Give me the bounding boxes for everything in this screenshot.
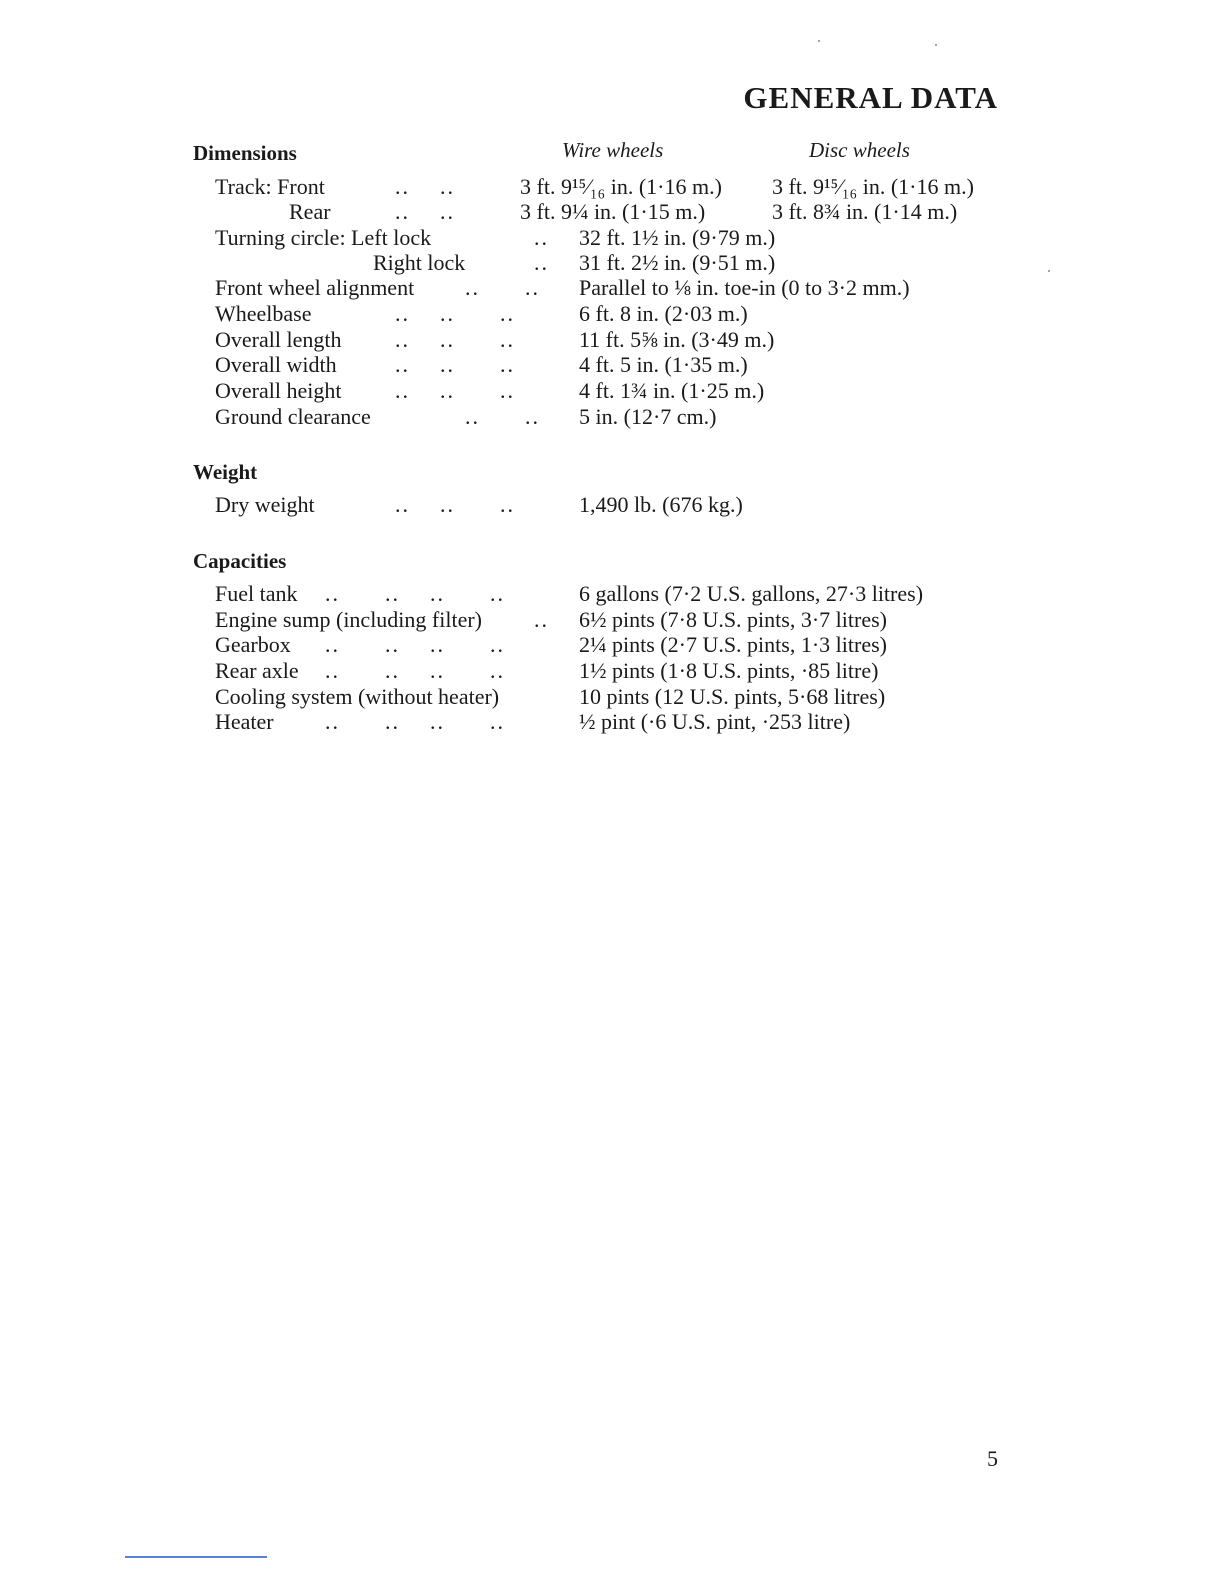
spec-value: 6 ft. 8 in. (2·03 m.) bbox=[579, 301, 748, 326]
spec-value-wire: 3 ft. 9¹⁵⁄₁₆ in. (1·16 m.) bbox=[520, 174, 722, 199]
spec-value: 6 gallons (7·2 U.S. gallons, 27·3 litres) bbox=[579, 581, 924, 606]
leader-dots: .. .. .. bbox=[395, 327, 515, 352]
spec-value: 6½ pints (7·8 U.S. pints, 3·7 litres) bbox=[579, 607, 887, 632]
spec-label: Front wheel alignment bbox=[215, 275, 415, 300]
spec-value: 11 ft. 5⅝ in. (3·49 m.) bbox=[579, 327, 775, 352]
spec-value-wire: 3 ft. 9¼ in. (1·15 m.) bbox=[520, 199, 706, 224]
spec-label: Turning circle: Left lock bbox=[215, 225, 432, 250]
spec-label: Fuel tank bbox=[215, 581, 298, 606]
spec-value: 2¼ pints (2·7 U.S. pints, 1·3 litres) bbox=[579, 632, 887, 657]
spec-label: Rear bbox=[289, 199, 331, 224]
spec-value: 1,490 lb. (676 kg.) bbox=[579, 492, 743, 517]
spec-label: Ground clearance bbox=[215, 404, 371, 429]
spec-label: Heater bbox=[215, 709, 274, 734]
spec-label: Gearbox bbox=[215, 632, 291, 657]
spec-label: Wheelbase bbox=[215, 301, 312, 326]
section-heading-weight: Weight bbox=[193, 460, 258, 484]
leader-dots: .. .. .. bbox=[395, 301, 515, 326]
spec-value: ½ pint (·6 U.S. pint, ·253 litre) bbox=[579, 709, 851, 734]
spec-value: 10 pints (12 U.S. pints, 5·68 litres) bbox=[579, 684, 886, 709]
spec-value: 4 ft. 1¾ in. (1·25 m.) bbox=[579, 378, 765, 403]
page-number: 5 bbox=[987, 1446, 998, 1471]
column-header-wire-wheels: Wire wheels bbox=[562, 138, 664, 162]
spec-label: Overall height bbox=[215, 378, 342, 403]
scan-speck bbox=[935, 44, 937, 46]
leader-dots: .. bbox=[534, 607, 549, 632]
leader-dots: .. .. .. bbox=[395, 378, 515, 403]
leader-dots: .. .. .. .. bbox=[325, 709, 505, 734]
leader-dots: .. .. .. bbox=[395, 352, 515, 377]
section-heading-dimensions: Dimensions bbox=[193, 141, 297, 165]
spec-value: 4 ft. 5 in. (1·35 m.) bbox=[579, 352, 748, 377]
spec-value: 5 in. (12·7 cm.) bbox=[579, 404, 717, 429]
page-title: GENERAL DATA bbox=[743, 80, 998, 115]
spec-value-disc: 3 ft. 9¹⁵⁄₁₆ in. (1·16 m.) bbox=[772, 174, 974, 199]
spec-value-disc: 3 ft. 8¾ in. (1·14 m.) bbox=[772, 199, 958, 224]
spec-value: Parallel to ⅛ in. toe-in (0 to 3·2 mm.) bbox=[579, 275, 910, 300]
spec-label: Dry weight bbox=[215, 492, 315, 517]
leader-dots: .. bbox=[534, 250, 549, 275]
spec-label: Right lock bbox=[373, 250, 466, 275]
spec-label: Track: Front bbox=[215, 174, 325, 199]
leader-dots: .. .. .. .. bbox=[325, 632, 505, 657]
spec-label: Overall width bbox=[215, 352, 337, 377]
leader-dots: .. .. .. .. bbox=[325, 658, 505, 683]
spec-label: Cooling system (without heater) bbox=[215, 684, 500, 709]
leader-dots: .. .. bbox=[395, 199, 455, 224]
spec-value: 32 ft. 1½ in. (9·79 m.) bbox=[579, 225, 776, 250]
scan-speck bbox=[818, 40, 820, 42]
scan-speck bbox=[1048, 270, 1050, 272]
leader-dots: .. .. bbox=[395, 174, 455, 199]
spec-value: 31 ft. 2½ in. (9·51 m.) bbox=[579, 250, 776, 275]
leader-dots: .. .. .. bbox=[395, 492, 515, 517]
column-header-disc-wheels: Disc wheels bbox=[809, 138, 910, 162]
spec-value: 1½ pints (1·8 U.S. pints, ·85 litre) bbox=[579, 658, 879, 683]
spec-label: Rear axle bbox=[215, 658, 299, 683]
leader-dots: .. .. .. .. bbox=[325, 581, 505, 606]
footer-rule bbox=[125, 1556, 267, 1558]
spec-label: Engine sump (including filter) bbox=[215, 607, 482, 632]
leader-dots: .. .. bbox=[465, 404, 540, 429]
spec-label: Overall length bbox=[215, 327, 342, 352]
leader-dots: .. bbox=[534, 225, 549, 250]
leader-dots: .. .. bbox=[465, 275, 540, 300]
section-heading-capacities: Capacities bbox=[193, 549, 287, 573]
